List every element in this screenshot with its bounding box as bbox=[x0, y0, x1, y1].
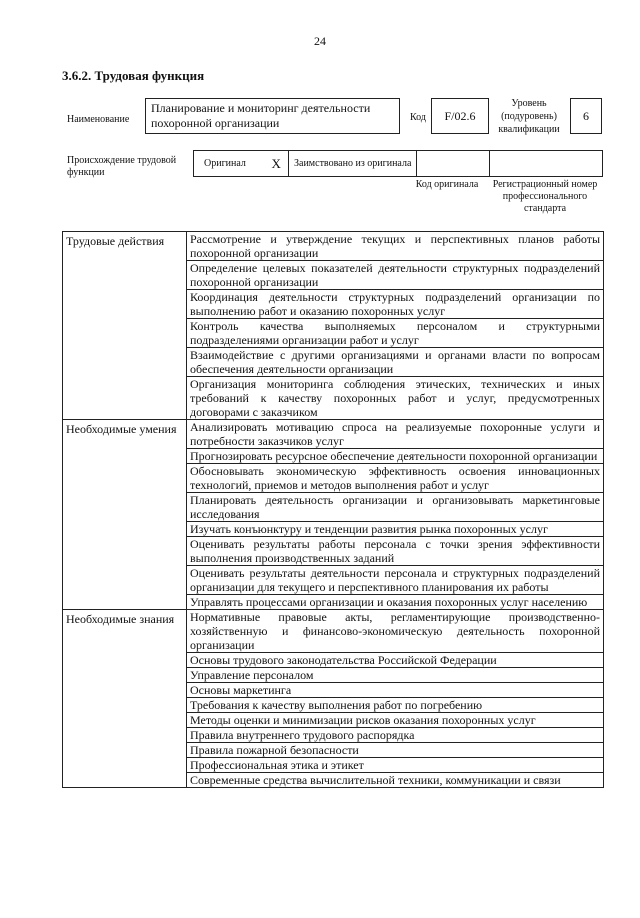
function-name-field: Планирование и мониторинг деятельности похоронной организации bbox=[145, 98, 400, 134]
table-row bbox=[63, 743, 604, 758]
requirement-item: Координация деятельности структурных подразделений организации по выполнению работ и оказанию похоронных услуг bbox=[187, 290, 604, 319]
original-mark: X bbox=[271, 155, 281, 171]
table-row bbox=[63, 595, 604, 610]
category-cell bbox=[63, 743, 187, 758]
requirement-item: Организация мониторинга соблюдения этических, технических и иных требований к качеству похоронных работ и услуг, предусмотренных договорами с заказчиком bbox=[187, 377, 604, 420]
table-row bbox=[63, 698, 604, 713]
table-row bbox=[63, 319, 604, 348]
table-row bbox=[63, 232, 604, 261]
category-cell bbox=[63, 668, 187, 683]
category-cell bbox=[63, 566, 187, 595]
function-code-field: F/02.6 bbox=[431, 98, 489, 134]
requirement-item: Рассмотрение и утверждение текущих и перспективных планов работы похоронной организации bbox=[187, 232, 604, 261]
table-row bbox=[63, 493, 604, 522]
category-cell bbox=[63, 653, 187, 668]
requirement-item: Взаимодействие с другими организациями и органами власти по вопросам обеспечения деятельности организации bbox=[187, 348, 604, 377]
requirement-item: Определение целевых показателей деятельности структурных подразделений похоронной организации bbox=[187, 261, 604, 290]
requirement-item: Контроль качества выполняемых персоналом и структурными подразделениями организации работ и услуг bbox=[187, 319, 604, 348]
requirement-item: Профессиональная этика и этикет bbox=[187, 758, 604, 773]
category-cell bbox=[63, 232, 187, 261]
origin-label: Происхождение трудовой функции bbox=[67, 155, 177, 178]
table-row bbox=[63, 348, 604, 377]
table-row bbox=[63, 773, 604, 788]
requirement-item: Методы оценки и минимизации рисков оказания похоронных услуг bbox=[187, 713, 604, 728]
table-row bbox=[63, 261, 604, 290]
table-row bbox=[63, 537, 604, 566]
category-cell bbox=[63, 420, 187, 449]
category-cell bbox=[63, 713, 187, 728]
requirement-item: Анализировать мотивацию спроса на реализуемые похоронные услуги и потребности заказчиков услуг bbox=[187, 420, 604, 449]
requirement-item: Нормативные правовые акты, регламентирующие производственно-хозяйственную и финансово-экономическую деятельность похоронной организации bbox=[187, 610, 604, 653]
category-cell bbox=[63, 464, 187, 493]
requirement-item: Правила пожарной безопасности bbox=[187, 743, 604, 758]
table-row bbox=[63, 566, 604, 595]
requirement-item: Управление персоналом bbox=[187, 668, 604, 683]
table-row bbox=[63, 610, 604, 653]
requirement-item: Оценивать результаты работы персонала с точки зрения эффективности выполнения производственных заданий bbox=[187, 537, 604, 566]
requirement-item: Прогнозировать ресурсное обеспечение деятельности похоронной организации bbox=[187, 449, 604, 464]
table-row bbox=[63, 653, 604, 668]
category-cell bbox=[63, 522, 187, 537]
table-row bbox=[63, 377, 604, 420]
category-cell bbox=[63, 595, 187, 610]
requirement-item: Правила внутреннего трудового распорядка bbox=[187, 728, 604, 743]
requirement-item: Требования к качеству выполнения работ по погребению bbox=[187, 698, 604, 713]
table-row bbox=[63, 290, 604, 319]
category-cell bbox=[63, 758, 187, 773]
section-title: 3.6.2. Трудовая функция bbox=[62, 68, 205, 83]
original-label: Оригинал bbox=[204, 158, 246, 169]
reg-number-cell bbox=[490, 151, 603, 177]
category-cell bbox=[63, 610, 187, 653]
category-cell bbox=[63, 728, 187, 743]
requirement-item: Основы трудового законодательства Российской Федерации bbox=[187, 653, 604, 668]
code-original-label: Код оригинала bbox=[415, 179, 479, 190]
level-label: Уровень (подуровень) квалификации bbox=[498, 98, 560, 135]
category-cell bbox=[63, 537, 187, 566]
name-label: Наименование bbox=[67, 114, 130, 125]
origin-table bbox=[193, 150, 603, 177]
category-cell bbox=[63, 348, 187, 377]
category-cell bbox=[63, 261, 187, 290]
category-cell bbox=[63, 698, 187, 713]
table-row bbox=[63, 683, 604, 698]
borrowed-cell bbox=[289, 151, 417, 177]
requirement-item: Планировать деятельность организации и организовывать маркетинговые исследования bbox=[187, 493, 604, 522]
category-cell bbox=[63, 449, 187, 464]
table-row bbox=[63, 668, 604, 683]
borrowed-label: Заимствовано из оригинала bbox=[294, 158, 412, 169]
qualification-level-field: 6 bbox=[570, 98, 602, 134]
category-cell bbox=[63, 377, 187, 420]
requirement-item: Обосновывать экономическую эффективность освоения инновационных технологий, приемов и методов выполнения работ и услуг bbox=[187, 464, 604, 493]
requirement-item: Изучать конъюнктуру и тенденции развития рынка похоронных услуг bbox=[187, 522, 604, 537]
category-title: Трудовые действия bbox=[66, 234, 165, 248]
table-row bbox=[63, 464, 604, 493]
requirements-table bbox=[62, 231, 604, 788]
category-cell bbox=[63, 493, 187, 522]
requirement-item: Управлять процессами организации и оказания похоронных услуг населению bbox=[187, 595, 604, 610]
code-original-cell bbox=[416, 151, 489, 177]
table-row bbox=[63, 713, 604, 728]
reg-number-label: Регистрационный номер профессионального стандарта bbox=[492, 179, 598, 214]
original-mark-cell bbox=[269, 151, 289, 177]
category-cell bbox=[63, 319, 187, 348]
table-row bbox=[63, 420, 604, 449]
requirement-item: Основы маркетинга bbox=[187, 683, 604, 698]
category-cell bbox=[63, 683, 187, 698]
table-row bbox=[63, 522, 604, 537]
requirement-item: Оценивать результаты деятельности персонала и структурных подразделений организации для текущего и перспективного планирования их работы bbox=[187, 566, 604, 595]
table-row bbox=[63, 758, 604, 773]
category-cell bbox=[63, 773, 187, 788]
table-row bbox=[63, 449, 604, 464]
category-cell bbox=[63, 290, 187, 319]
code-label: Код bbox=[410, 112, 426, 123]
category-title: Необходимые умения bbox=[66, 422, 177, 436]
category-title: Необходимые знания bbox=[66, 612, 175, 626]
page-number: 24 bbox=[314, 34, 326, 48]
original-label-cell bbox=[194, 151, 269, 177]
requirement-item: Современные средства вычислительной техники, коммуникации и связи bbox=[187, 773, 604, 788]
table-row bbox=[63, 728, 604, 743]
